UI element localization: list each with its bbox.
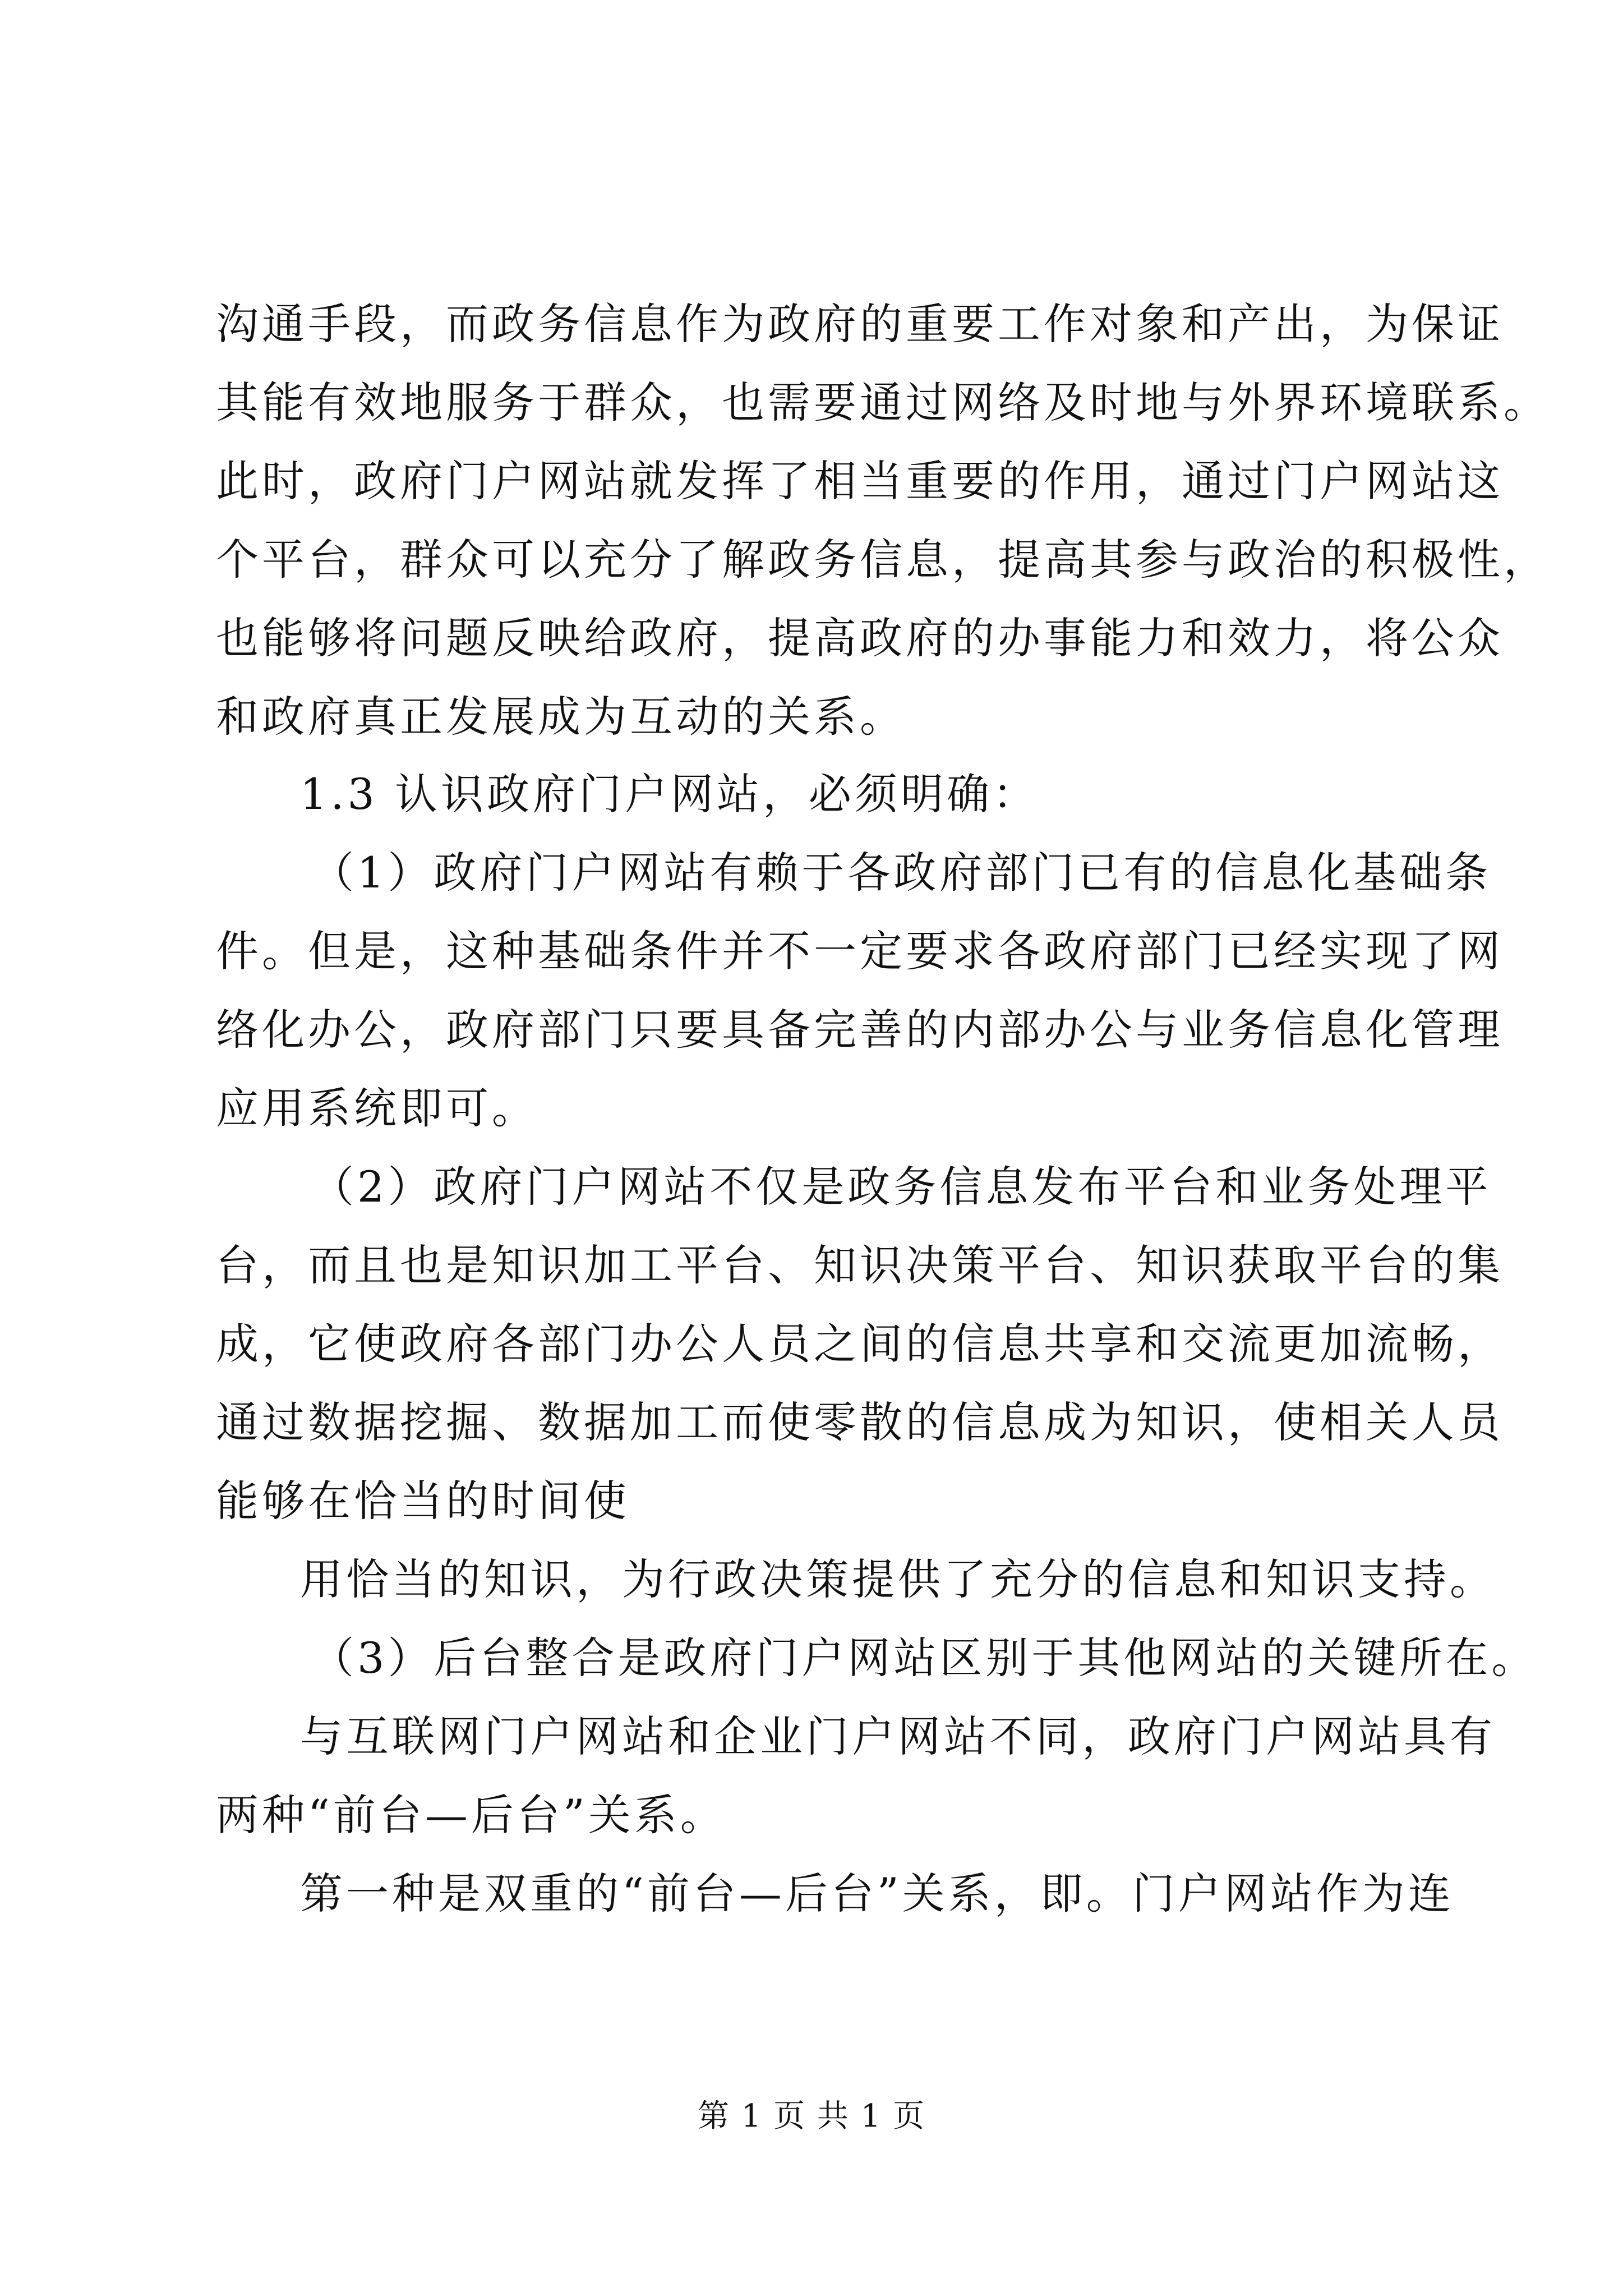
paragraph-line: 沟通手段，而政务信息作为政府的重要工作对象和产出，为保证 bbox=[216, 299, 1504, 349]
paragraph-line: 此时，政府门户网站就发挥了相当重要的作用，通过门户网站这 bbox=[216, 456, 1504, 506]
paragraph-line: 络化办公，政府部门只要具备完善的内部办公与业务信息化管理 bbox=[216, 1005, 1504, 1055]
paragraph-line: 也能够将问题反映给政府，提高政府的办事能力和效力，将公众 bbox=[216, 613, 1504, 663]
paragraph-line: 其能有效地服务于群众，也需要通过网络及时地与外界环境联系。 bbox=[216, 378, 1550, 427]
paragraph-line: 第一种是双重的“前台—后台”关系，即。门户网站作为连 bbox=[300, 1869, 1454, 1918]
paragraph-line: 件。但是，这种基础条件并不一定要求各政府部门已经实现了网 bbox=[216, 926, 1504, 976]
paragraph-line: 个平台，群众可以充分了解政务信息，提高其参与政治的积极性， bbox=[216, 535, 1550, 585]
paragraph-line: 成，它使政府各部门办公人员之间的信息共享和交流更加流畅， bbox=[216, 1319, 1504, 1369]
paragraph-line: （1）政府门户网站有赖于各政府部门已有的信息化基础条 bbox=[311, 848, 1492, 898]
paragraph-line: 能够在恰当的时间使 bbox=[216, 1476, 630, 1526]
paragraph-line: 和政府真正发展成为互动的关系。 bbox=[216, 692, 906, 742]
paragraph-line: 用恰当的知识，为行政决策提供了充分的信息和知识支持。 bbox=[300, 1554, 1496, 1604]
paragraph-line: 两种“前台—后台”关系。 bbox=[216, 1790, 726, 1840]
paragraph-line: 与互联网门户网站和企业门户网站不同，政府门户网站具有 bbox=[300, 1711, 1496, 1761]
section-heading: 1.3 认识政府门户网站，必须明确： bbox=[300, 769, 1039, 819]
paragraph-line: 应用系统即可。 bbox=[216, 1083, 538, 1133]
paragraph-line: 通过数据挖掘、数据加工而使零散的信息成为知识，使相关人员 bbox=[216, 1397, 1504, 1447]
paragraph-line: 台，而且也是知识加工平台、知识决策平台、知识获取平台的集 bbox=[216, 1240, 1504, 1290]
page-number-footer: 第 1 页 共 1 页 bbox=[697, 2098, 926, 2134]
paragraph-line: （3）后台整合是政府门户网站区别于其他网站的关键所在。 bbox=[311, 1633, 1538, 1683]
paragraph-line: （2）政府门户网站不仅是政务信息发布平台和业务处理平 bbox=[311, 1162, 1492, 1212]
